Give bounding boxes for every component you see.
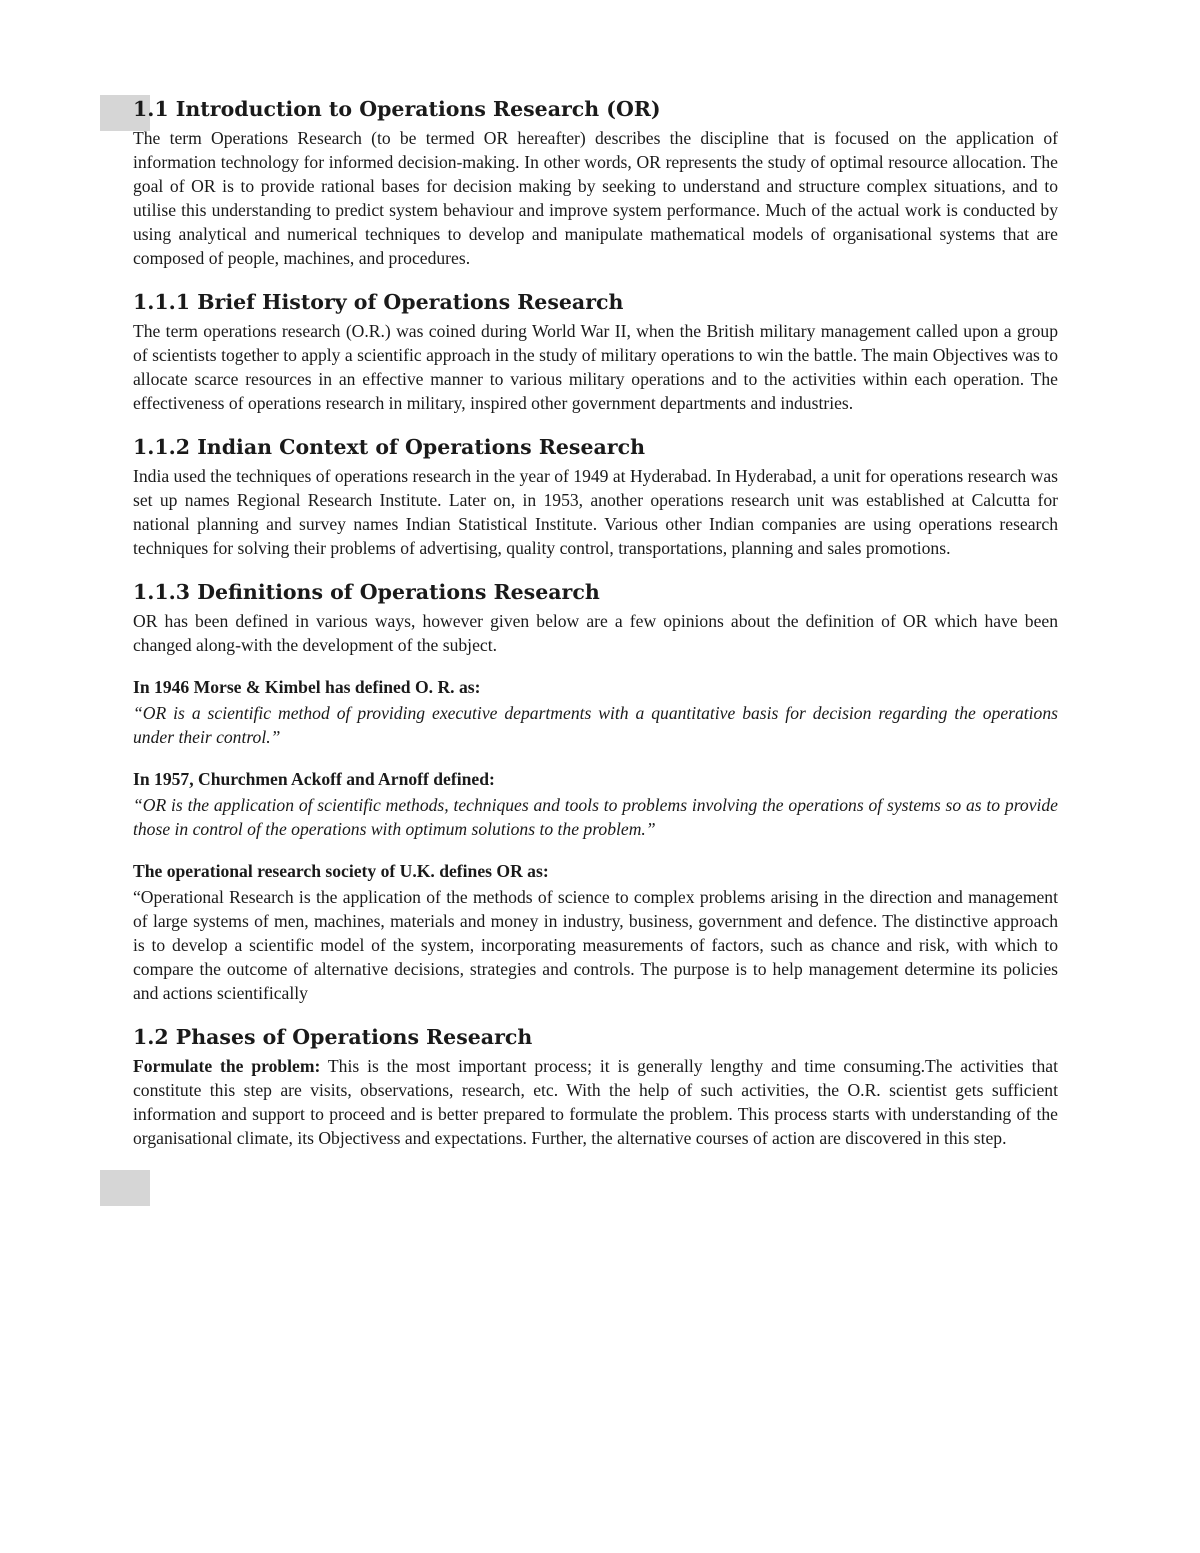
section-heading: 1.2 Phases of Operations Research xyxy=(133,1025,533,1049)
section-phases xyxy=(133,1023,1058,1150)
definition-quote: “Operational Research is the application of the methods of science to complex problems arising in the direction and management of large systems of men, machines, materials and money in industry, business, government and defence. The distinctive approach is to develop a scientific model of the system, incorporating measurements of factors, such as chance and risk, with which to compare the outcome of alternative decisions, strategies and controls. The purpose is to help management determine its policies and actions scientifically xyxy=(133,887,1058,1003)
phase-lead: Formulate the problem: xyxy=(133,1056,321,1076)
definition-label: In 1946 Morse & Kimbel has defined O. R. as: xyxy=(133,677,481,697)
definition-quote: “OR is a scientific method of providing executive departments with a quantitative basis for decision regarding the operations under their control.” xyxy=(133,703,1058,747)
definition-quote: “OR is the application of scientific methods, techniques and tools to problems involving the operations of systems so as to provide those in control of the operations with optimum solutions to the problem.” xyxy=(133,795,1058,839)
definition-uk-society xyxy=(133,859,1058,1005)
section-body: The term Operations Research (to be termed OR hereafter) describes the discipline that is focused on the application of information technology for informed decision-making. In other words, OR represents the study of optimal resource allocation. The goal of OR is to provide rational bases for decision making by seeking to understand and structure complex situations, and to utilise this understanding to predict system behaviour and improve system performance. Much of the actual work is conducted by using analytical and numerical techniques to develop and manipulate mathematical models of organisational systems that are composed of people, machines, and procedures. xyxy=(133,128,1058,268)
section-history xyxy=(133,288,1058,415)
section-introduction xyxy=(133,95,1058,270)
section-heading: 1.1.1 Brief History of Operations Research xyxy=(133,290,624,314)
definition-label: In 1957, Churchmen Ackoff and Arnoff defined: xyxy=(133,769,495,789)
document-page xyxy=(133,95,1058,1168)
section-definitions xyxy=(133,578,1058,657)
definition-morse-kimbel xyxy=(133,675,1058,749)
definition-label: The operational research society of U.K. defines OR as: xyxy=(133,861,549,881)
section-heading: 1.1.2 Indian Context of Operations Research xyxy=(133,435,645,459)
section-body xyxy=(133,1054,1058,1150)
definition-churchmen-ackoff-arnoff xyxy=(133,767,1058,841)
section-body: OR has been defined in various ways, however given below are a few opinions about the definition of OR which have been changed along-with the development of the subject. xyxy=(133,611,1058,655)
section-body: The term operations research (O.R.) was coined during World War II, when the British military management called upon a group of scientists together to apply a scientific approach in the study of military operations to win the battle. The main Objectives was to allocate scarce resources in an effective manner to various military operations and to the activities within each operation. The effectiveness of operations research in military, inspired other government departments and industries. xyxy=(133,321,1058,413)
section-body: India used the techniques of operations research in the year of 1949 at Hyderabad. In Hyderabad, a unit for operations research was set up names Regional Research Institute. Later on, in 1953, another operations research unit was established at Calcutta for national planning and survey names Indian Statistical Institute. Various other Indian companies are using operations research techniques for solving their problems of advertising, quality control, transportations, planning and sales promotions. xyxy=(133,466,1058,558)
phase-body: This is the most important process; it is generally lengthy and time consuming.The activities that constitute this step are visits, observations, research, etc. With the help of such activities, the O.R. scientist gets sufficient information and support to proceed and is better prepared to formulate the problem. This process starts with understanding of the organisational climate, its Objectivess and expectations. Further, the alternative courses of action are discovered in this step. xyxy=(133,1056,1058,1148)
section-heading: 1.1 Introduction to Operations Research (OR) xyxy=(133,97,661,121)
section-heading: 1.1.3 Definitions of Operations Research xyxy=(133,580,600,604)
margin-highlight-bottom xyxy=(100,1170,150,1206)
section-indian-context xyxy=(133,433,1058,560)
